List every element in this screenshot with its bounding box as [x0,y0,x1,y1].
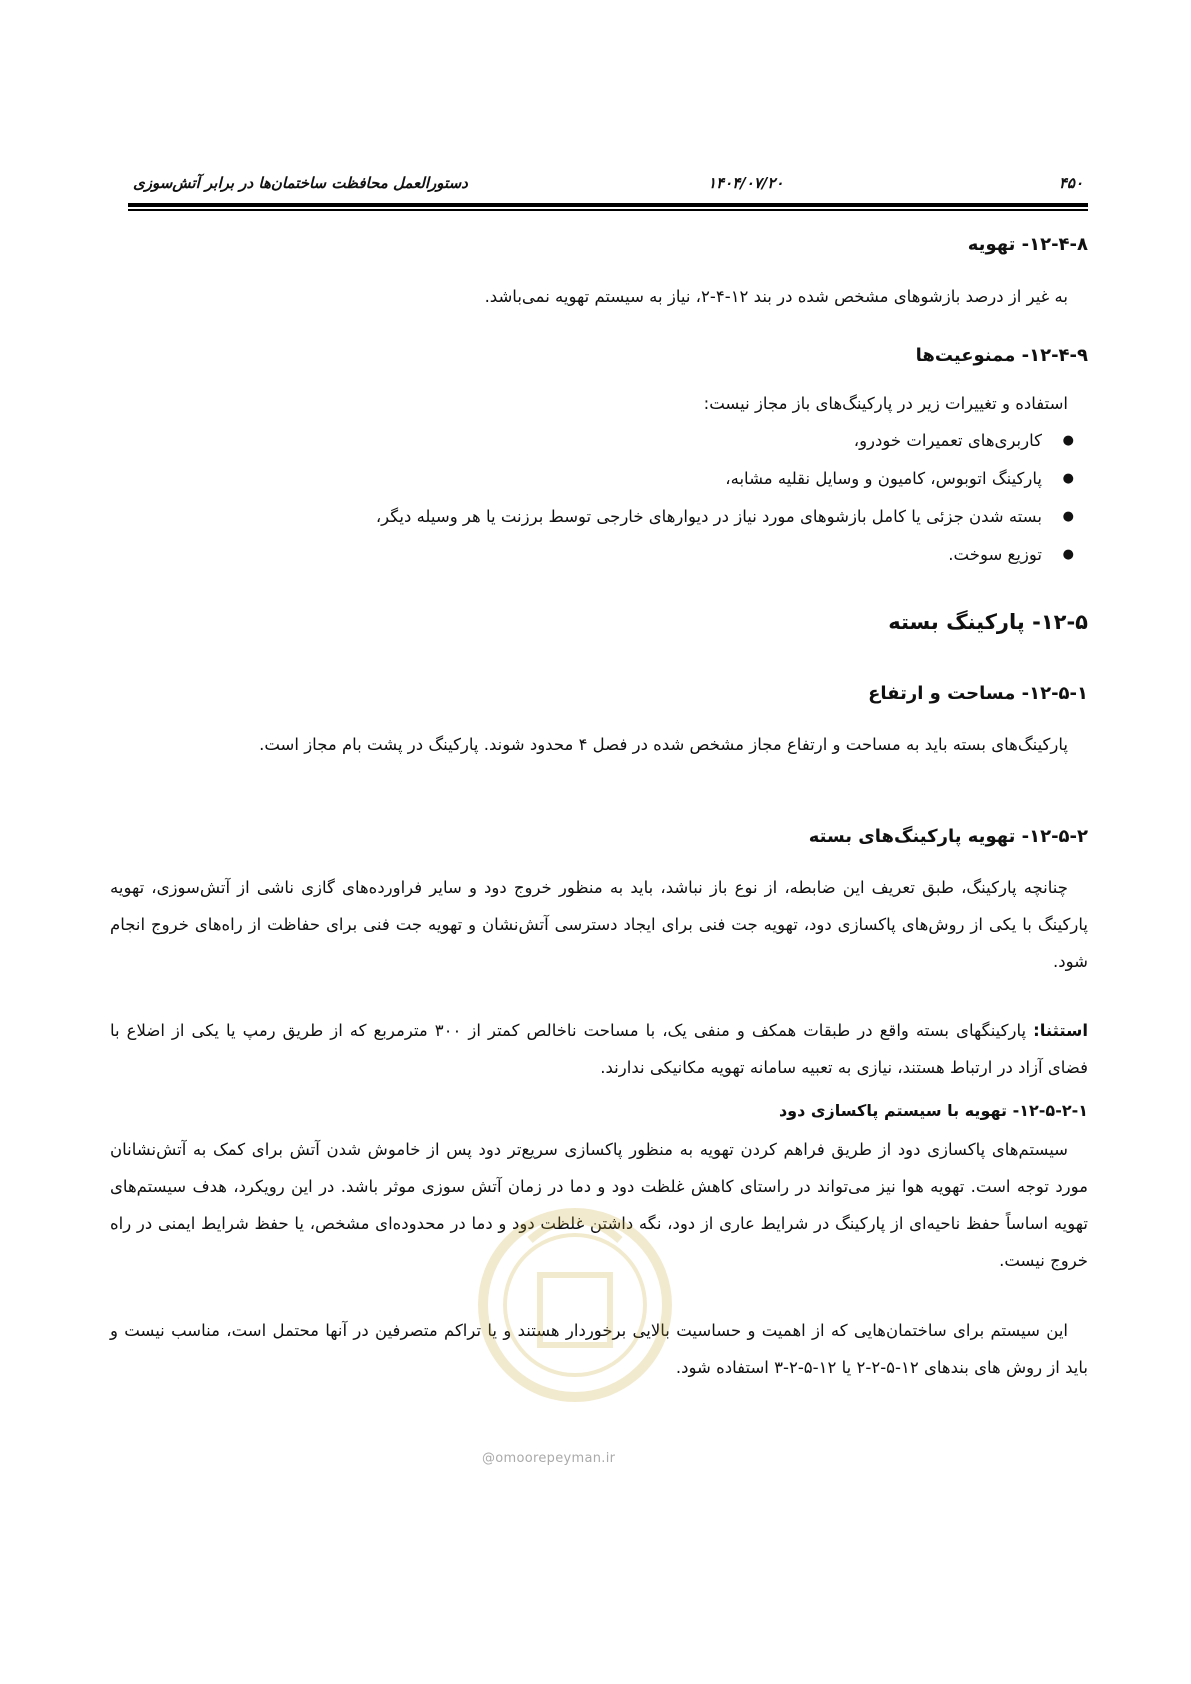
section-heading-12-5-1: ۱۲-۵-۱- مساحت و ارتفاع [868,683,1088,704]
watermark-text: @omoorepeyman.ir [482,1451,616,1466]
prohibitions-intro: استفاده و تغییرات زیر در پارکینگ‌های باز مجاز نیست: [703,394,1068,413]
section-text-12-5-2: چنانچه پارکینگ، طبق تعریف این ضابطه، از نوع باز نباشد، باید به منظور خروج دود و سایر فراورده‌های گازی ناشی از آتش‌سوزی، تهویه پارکینگ با یکی از روش‌های پاکسازی دود، تهویه جت فنی برای ایجاد دسترسی آتش‌نشان و تهویه جت فنی برای حفاظت از راه‌های خروج انجام شود. [110,878,1088,971]
exception-note [110,1012,1088,1086]
section-heading-12-5-2-1: ۱۲-۵-۲-۱- تهویه با سیستم پاکسازی دود [778,1101,1088,1120]
list-item: ● کاربری‌های تعمیرات خودرو، [110,422,1088,460]
header-rule-thin [128,209,1088,211]
section-heading-12-4-9: ۱۲-۴-۹- ممنوعیت‌ها [915,345,1088,366]
section-text-12-5-2-1-a: سیستم‌های پاکسازی دود از طریق فراهم کردن تهویه به منظور پاکسازی سریع‌تر دود پس از خاموش شدن آتش برای کمک به آتش‌نشانان مورد توجه است. تهویه هوا نیز می‌تواند در راستای کاهش غلظت دود و دما در زمان آتش سوزی موثر باشد. در این رویکرد، هدف سیستم‌های تهویه اساساً حفظ ناحیه‌ای از پارکینگ در شرایط عاری از دود، نگه داشتن غلظت دود و دما در محدوده‌ای مشخص، یا حفظ شرایط ایمنی در راه خروج نیست. [110,1140,1088,1270]
page-header [128,172,1088,198]
section-heading-12-5-2: ۱۲-۵-۲- تهویه پارکینگ‌های بسته [808,826,1088,847]
header-rule-thick [128,203,1088,207]
page-number: ۴۵۰ [1058,174,1083,192]
exception-text: پارکینگهای بسته واقع در طبقات همکف و منفی یک، با مساحت ناخالص کمتر از ۳۰۰ مترمربع که از طریق رمپ یا یکی از اضلاع با فضای آزاد در ارتباط هستند، نیازی به تعبیه سامانه تهویه مکانیکی ندارند. [110,1021,1088,1077]
list-item: ● پارکینگ اتوبوس، کامیون و وسایل نقلیه مشابه، [110,460,1088,498]
section-text-12-4-8: به غیر از درصد بازشوهای مشخص شده در بند ۱۲-۴-۲، نیاز به سیستم تهویه نمی‌باشد. [484,287,1068,306]
list-item: ● توزیع سوخت. [110,536,1088,574]
section-text-12-5-2-1-b: این سیستم برای ساختمان‌هایی که از اهمیت و حساسیت بالایی برخوردار هستند و یا تراکم متصرفین در آنها محتمل است، مناسب نیست و باید از روش های بندهای ۱۲-۵-۲-۲ یا ۱۲-۵-۲-۳ استفاده شود. [110,1321,1088,1377]
prohibitions-list [110,422,1088,574]
section-heading-12-5: ۱۲-۵- پارکینگ بسته [888,610,1088,634]
header-date: ۱۴۰۴/۰۷/۲۰ [708,174,784,192]
section-text-12-5-1: پارکینگ‌های بسته باید به مساحت و ارتفاع مجاز مشخص شده در فصل ۴ محدود شوند. پارکینگ در پشت بام مجاز است. [259,735,1068,754]
exception-label: استثنا: [1033,1021,1089,1040]
list-item: ● بسته شدن جزئی یا کامل بازشوهای مورد نیاز در دیوارهای خارجی توسط برزنت یا هر وسیله دیگر، [110,498,1088,536]
header-title: دستورالعمل محافظت ساختمان‌ها در برابر آتش‌سوزی [133,174,468,192]
section-heading-12-4-8: ۱۲-۴-۸- تهویه [967,234,1088,255]
